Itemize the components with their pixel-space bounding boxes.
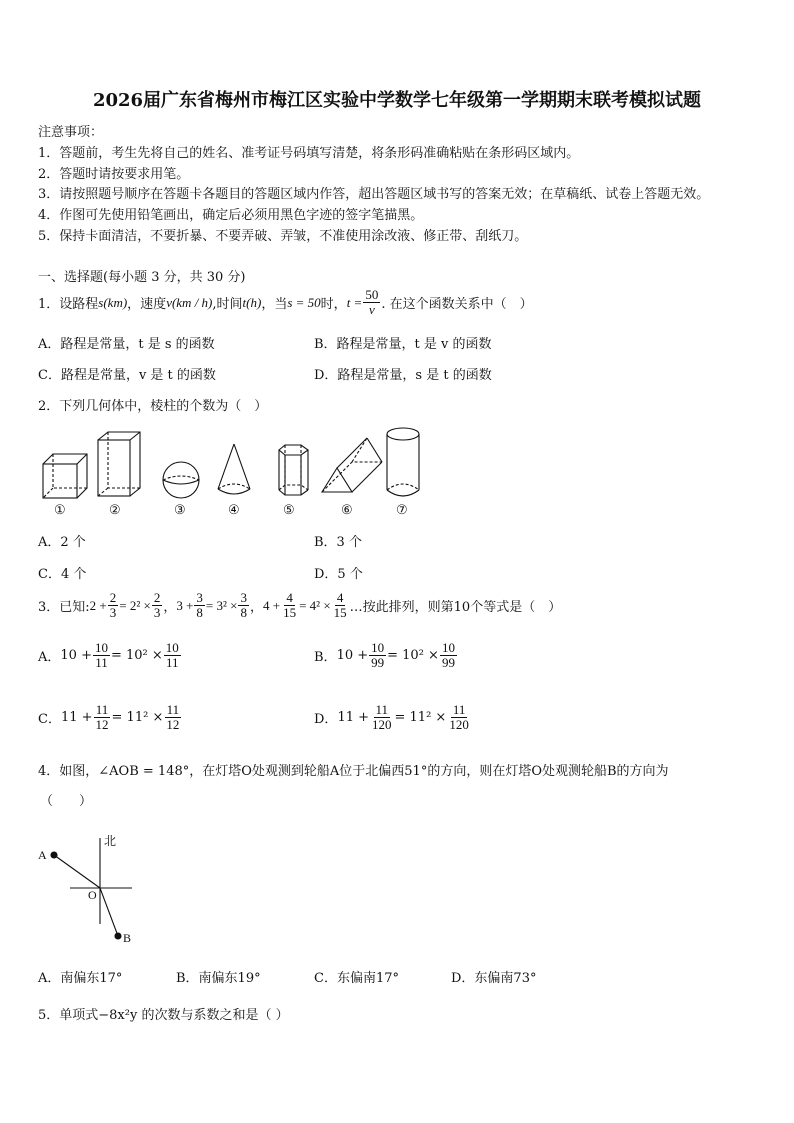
q4-option-b: B．南偏东19°	[176, 971, 261, 986]
q2-option-b: B．3 个	[314, 535, 362, 550]
q2-option-c: C．4 个	[38, 567, 87, 582]
q1-condition: s = 50	[287, 294, 321, 310]
option-expr: = 10² ×	[110, 648, 163, 663]
q1-v-unit: v(km / h)	[166, 294, 213, 310]
point-a	[51, 852, 57, 858]
q3-eq1-frac: $\frac{2}{3}$	[109, 590, 117, 620]
option-label: D．	[314, 712, 338, 727]
q3-eq3: = 4² ×	[299, 597, 331, 613]
option-frac: $\frac{10}{11}$	[165, 640, 179, 670]
q1-text: ，速度	[127, 297, 167, 312]
q3-eq3-frac: $\frac{4}{15}$	[333, 590, 347, 620]
sphere-shape	[163, 462, 199, 498]
option-frac: $\frac{11}{12}$	[166, 702, 180, 732]
q2-option-a: A．2 个	[38, 535, 86, 550]
cube-shape	[43, 454, 87, 498]
point-b	[115, 933, 121, 939]
question-3-stem	[38, 591, 561, 620]
option-expr: 11 +	[337, 710, 370, 725]
option-label: A．	[38, 650, 61, 665]
cylinder-shape	[387, 428, 419, 496]
q3-eq1: 2 +	[89, 597, 107, 613]
q3-eq2: 3 +	[176, 597, 194, 613]
q1-t-unit: t(h)	[242, 294, 262, 310]
q3-text: 3．已知:	[38, 600, 90, 615]
q4-option-a: A．南偏东17°	[38, 971, 123, 986]
notice-item: 2．答题时请按要求用笔。	[38, 167, 190, 182]
q1-option-c: C．路程是常量，v 是 t 的函数	[38, 368, 216, 383]
solid-label: ⑥	[341, 503, 353, 518]
q3-eq2: = 3² ×	[205, 597, 238, 613]
ray-oa	[54, 855, 100, 888]
q1-formula-fraction: $\frac{50}{v}$	[365, 287, 379, 317]
q1-text: 1．设路程	[38, 297, 99, 312]
q3-eq2-frac: $\frac{3}{8}$	[196, 590, 203, 620]
option-frac: $\frac{11}{12}$	[95, 702, 109, 732]
section-heading: 一、选择题(每小题 3 分，共 30 分)	[38, 270, 246, 285]
notice-item: 3．请按照题号顺序在答题卡各题目的答题区域内作答，超出答题区域书写的答案无效；在草稿纸、试卷上答题无效。	[38, 187, 710, 202]
point-b-label: B	[123, 931, 132, 945]
q1-s-unit: s(km)	[98, 294, 128, 310]
option-frac: $\frac{11}{120}$	[372, 702, 392, 732]
q3-separator: ，	[249, 600, 263, 615]
solid-label: ③	[174, 503, 186, 518]
solid-label: ⑤	[283, 503, 295, 518]
notice-item: 1．答题前，考生先将自己的姓名、准考证号码填写清楚，将条形码准确粘贴在条形码区域内。	[38, 146, 580, 161]
q1-text: ，当	[261, 297, 288, 312]
q3-eq3: 4 +	[263, 597, 281, 613]
q3-eq1: = 2² ×	[119, 597, 151, 613]
q4-option-c: C．东偏南17°	[314, 971, 399, 986]
q3-option-a	[38, 641, 182, 670]
point-a-label: A	[38, 848, 47, 862]
option-frac: $\frac{10}{99}$	[371, 640, 385, 670]
q1-text: 时，	[320, 297, 347, 312]
triangular-prism-shape	[322, 438, 382, 492]
q3-option-c	[38, 703, 182, 732]
north-label: 北	[104, 834, 117, 848]
q1-option-d: D．路程是常量，s 是 t 的函数	[314, 368, 492, 383]
solid-label: ①	[54, 503, 66, 518]
question-4-stem: 4．如图，∠AOB = 148°，在灯塔O处观测到轮船A位于北偏西51°的方向，则在灯塔O处观测轮船B的方向为	[38, 764, 669, 779]
question-4-paren: （ ）	[40, 794, 93, 809]
page-title: 2026届广东省梅州市梅江区实验中学数学七年级第一学期期末联考模拟试题	[92, 90, 702, 111]
q1-option-b: B．路程是常量，t 是 v 的函数	[314, 337, 492, 352]
option-label: C．	[38, 712, 61, 727]
question-1-stem	[38, 288, 533, 317]
option-frac: $\frac{11}{120}$	[449, 702, 469, 732]
q1-text: ,时间	[212, 297, 243, 312]
cone-shape	[218, 444, 250, 494]
notice-heading: 注意事项：	[38, 125, 104, 140]
q1-text: . 在这个函数关系中（ ）	[381, 297, 533, 312]
q3-option-b	[314, 641, 458, 670]
option-expr: 10 +	[336, 648, 369, 663]
option-label: B．	[314, 650, 337, 665]
cuboid-shape	[98, 432, 140, 496]
ray-ob	[100, 888, 118, 936]
point-o-label: O	[88, 888, 97, 902]
option-expr: = 11² ×	[111, 710, 164, 725]
question-2-stem: 2．下列几何体中，棱柱的个数为（ ）	[38, 399, 268, 414]
q3-separator: ，	[163, 600, 177, 615]
solid-label: ⑦	[396, 503, 408, 518]
q2-option-d: D．5 个	[314, 567, 363, 582]
q4-option-d: D．东偏南73°	[451, 971, 537, 986]
option-frac: $\frac{10}{99}$	[441, 640, 455, 670]
solid-label: ②	[109, 503, 121, 518]
q3-text: …按此排列，则第10个等式是（ ）	[349, 600, 562, 615]
q3-eq1-frac: $\frac{2}{3}$	[153, 590, 161, 620]
option-expr: 11 +	[60, 710, 93, 725]
option-expr: 10 +	[60, 648, 92, 663]
option-expr: = 11² ×	[394, 710, 447, 725]
question-5-stem: 5．单项式−8x²y 的次数与系数之和是（ ）	[38, 1008, 289, 1023]
solid-label: ④	[228, 503, 240, 518]
notice-item: 5．保持卡面清洁，不要折暴、不要弄破、弄皱，不准使用涂改液、修正带、刮纸刀。	[38, 229, 528, 244]
option-expr: = 10² ×	[387, 648, 439, 663]
q1-formula-lhs: t =	[346, 294, 363, 310]
q3-eq2-frac: $\frac{3}{8}$	[240, 590, 247, 620]
hexagonal-prism-shape	[279, 445, 308, 495]
q3-eq3-frac: $\frac{4}{15}$	[283, 590, 297, 620]
option-frac: $\frac{10}{11}$	[94, 640, 108, 670]
notice-item: 4．作图可先使用铅笔画出，确定后必须用黑色字迹的签字笔描黑。	[38, 208, 424, 223]
q3-option-d	[314, 703, 472, 732]
q1-option-a: A．路程是常量，t 是 s 的函数	[38, 337, 215, 352]
